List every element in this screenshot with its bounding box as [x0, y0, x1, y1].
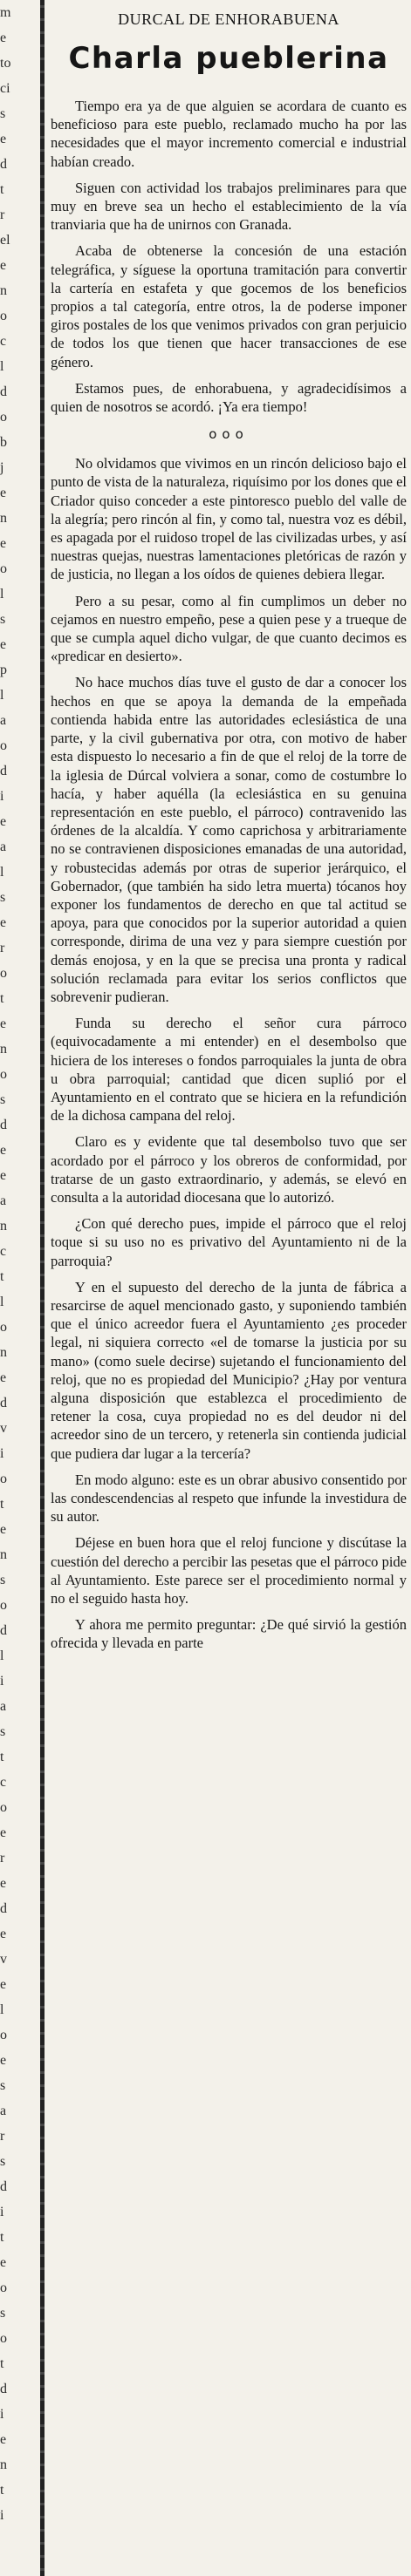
fragment-text: to	[0, 56, 11, 71]
fragment-text: s	[0, 612, 6, 627]
fragment-text: e	[0, 2053, 7, 2068]
fragment-text: i	[0, 2508, 4, 2523]
fragment-text: r	[0, 207, 5, 222]
paragraph: Estamos pues, de enhorabuena, y agradecidísimos a quien de nosotros se acordó. ¡Ya era tiempo!	[51, 379, 407, 416]
fragment-text: s	[0, 1092, 6, 1107]
fragment-text: t	[0, 1750, 4, 1764]
paragraph: Acaba de obtenerse la concesión de una estación telegráfica, y síguese la oportuna tramitación para convertir la cartería en estafeta y que gocemos de los beneficios propios a tal categoría, entre otros, la de poderse imponer giros postales de los que venimos privados con gran perjuicio de todos los que tienen que hacer transacciones de ese género.	[51, 242, 407, 370]
fragment-text: t	[0, 2230, 4, 2245]
fragment-text: l	[0, 359, 4, 374]
fragment-text: v	[0, 1421, 7, 1436]
fragment-text: o	[0, 1472, 7, 1486]
fragment-text: d	[0, 764, 7, 778]
section-ornament: ooo	[209, 426, 249, 443]
fragment-text: o	[0, 966, 7, 981]
fragment-text: o	[0, 1598, 7, 1613]
fragment-text: n	[0, 511, 7, 526]
fragment-text: o	[0, 561, 7, 576]
fragment-text: c	[0, 334, 7, 349]
fragment-text: i	[0, 2407, 4, 2422]
fragment-text: a	[0, 713, 7, 728]
paragraph: En modo alguno: este es un obrar abusivo consentido por las condescendencias al respeto que infunde la investidura de su autor.	[51, 1471, 407, 1526]
fragment-text: o	[0, 1320, 7, 1335]
fragment-text: d	[0, 1901, 7, 1916]
paragraph: Déjese en buen hora que el reloj funcione y discútase la cuestión del derecho a percibir las pesetas que el párroco pide al Ayuntamiento. Este parece ser el procedimiento normal y no el seguido hasta hoy.	[51, 1534, 407, 1607]
fragment-text: e	[0, 1143, 7, 1158]
fragment-text: i	[0, 2205, 4, 2219]
paragraph: ¿Con qué derecho pues, impide el párroco que el reloj toque si su uso no es privativo del Ayuntamiento ni de la parroquia?	[51, 1215, 407, 1269]
fragment-text: o	[0, 1800, 7, 1815]
fragment-text: t	[0, 2356, 4, 2371]
fragment-text: d	[0, 2179, 7, 2194]
fragment-text: l	[0, 1295, 4, 1309]
fragment-text: d	[0, 2382, 7, 2396]
paragraph: Funda su derecho el señor cura párroco (equivocadamente a mi entender) en el desembolso que hiciera de los intereses o fondos parroquiales la junta de obra u obra parroquial; cantidad que dicen suplió por el Ayuntamiento en el contrato que se hiciera en la refundición de la dichosa campana del reloj.	[51, 1015, 407, 1125]
fragment-text: l	[0, 1648, 4, 1663]
fragment-text: n	[0, 1219, 7, 1234]
fragment-text: e	[0, 1522, 7, 1537]
fragment-text: t	[0, 1269, 4, 1284]
fragment-text: n	[0, 2457, 7, 2472]
fragment-text: o	[0, 1067, 7, 1082]
fragment-text: i	[0, 1674, 4, 1689]
fragment-text: e	[0, 486, 7, 500]
fragment-text: l	[0, 2002, 4, 2017]
fragment-text: a	[0, 2104, 7, 2118]
fragment-text: d	[0, 1623, 7, 1638]
fragment-text: n	[0, 1345, 7, 1360]
fragment-text: c	[0, 1775, 7, 1790]
fragment-text: e	[0, 536, 7, 551]
fragment-text: b	[0, 435, 7, 450]
fragment-text: n	[0, 283, 7, 298]
article-body-part1	[51, 97, 407, 416]
fragment-text: i	[0, 1446, 4, 1461]
fragment-text: e	[0, 258, 7, 273]
fragment-text: l	[0, 587, 4, 602]
fragment-text: o	[0, 410, 7, 425]
fragment-text: o	[0, 738, 7, 753]
paragraph: Siguen con actividad los trabajos preliminares para que muy en breve sea un hecho el establecimiento de la vía tranviaria que ha de unirnos con Granada.	[51, 179, 407, 234]
fragment-text: el	[0, 233, 10, 248]
fragment-text: t	[0, 2483, 4, 2498]
column-rule	[40, 0, 45, 2576]
fragment-text: s	[0, 890, 6, 905]
fragment-text: e	[0, 814, 7, 829]
fragment-text: c	[0, 1244, 7, 1259]
fragment-text: e	[0, 1825, 7, 1840]
fragment-text: d	[0, 157, 7, 172]
fragment-text: e	[0, 637, 7, 652]
fragment-text: s	[0, 1573, 6, 1587]
fragment-text: i	[0, 789, 4, 804]
paragraph: Pero a su pesar, como al fin cumplimos un deber no cejamos en nuestro empeño, pese a quien pese y a trueque de que se cumpla aquel dicho vulgar, de que cuanto decimos es «predicar en desierto».	[51, 592, 407, 665]
paragraph: Tiempo era ya de que alguien se acordara de cuanto es beneficioso para este pueblo, reclamado mucho ha por las necesidades que el mayor incremento comercial e industrial habían creado.	[51, 98, 407, 170]
fragment-text: l	[0, 865, 4, 880]
fragment-text: a	[0, 1193, 7, 1208]
fragment-text: s	[0, 1724, 6, 1739]
fragment-text: o	[0, 2331, 7, 2346]
fragment-text: d	[0, 384, 7, 399]
paragraph: Claro es y evidente que tal desembolso tuvo que ser acordado por el párroco y los obreros de conformidad, por tratarse de un gasto extraordinario, y además, se elevó en consulta a la autoridad diocesana que lo autorizó.	[51, 1133, 407, 1206]
fragment-text: s	[0, 2078, 6, 2093]
article-body-part2	[51, 454, 407, 1652]
paragraph: Y ahora me permito preguntar: ¿De qué sirvió la gestión ofrecida y llevada en parte	[51, 1616, 407, 1652]
fragment-text: a	[0, 839, 7, 854]
fragment-text: e	[0, 2255, 7, 2270]
fragment-text: e	[0, 1927, 7, 1941]
fragment-text: o	[0, 2280, 7, 2295]
fragment-text: r	[0, 2129, 5, 2144]
adjacent-column-fragments	[0, 0, 40, 2576]
fragment-text: e	[0, 132, 7, 146]
fragment-text: o	[0, 309, 7, 323]
fragment-text: v	[0, 1952, 7, 1967]
fragment-text: e	[0, 31, 7, 45]
fragment-text: m	[0, 5, 11, 20]
fragment-text: r	[0, 941, 5, 955]
paragraph: Y en el supuesto del derecho de la junta de fábrica a resarcirse de aquel mencionado gasto, y suponiendo también que el único acreedor fuera el Ayuntamiento ¿es proceder legal, ni siquiera correcto «el de tomarse la justicia por su mano» (como suele decirse) sujetando el funcionamiento del reloj, que no es propiedad del Municipio? ¿Hay por ventura alguna disposición que establezca el procedimiento de retener la cosa, cuya propiedad no es del deudor ni del acreedor sino de un tercero, y retenerla sin contienda judicial que pudiera dar lugar a la tercería?	[51, 1278, 407, 1462]
fragment-text: e	[0, 1876, 7, 1891]
fragment-text: a	[0, 1699, 7, 1714]
fragment-text: e	[0, 915, 7, 930]
fragment-text: r	[0, 1851, 5, 1866]
fragment-text: o	[0, 2028, 7, 2042]
fragment-text: t	[0, 1497, 4, 1512]
fragment-text: j	[0, 460, 4, 475]
article-kicker: DURCAL DE ENHORABUENA	[118, 10, 339, 28]
fragment-text: e	[0, 1168, 7, 1183]
fragment-text: d	[0, 1118, 7, 1132]
fragment-text: n	[0, 1042, 7, 1057]
paragraph: No olvidamos que vivimos en un rincón delicioso bajo el punto de vista de la naturaleza, riquísimo por los dones que el Criador quiso conceder a este pintoresco pueblo del valle de la alegría; pero rincón al fin, y como tal, nuestra voz es débil, es apagada por el ruidoso tropel de las civilizadas urbes, y así nuestras quejas, nuestras lamentaciones pletóricas de razón y de justicia, no llegan a los oídos de quienes debiera llegar.	[51, 455, 407, 583]
fragment-text: t	[0, 991, 4, 1006]
fragment-text: s	[0, 2306, 6, 2321]
article	[51, 5, 407, 1661]
paragraph: No hace muchos días tuve el gusto de dar a conocer los hechos en que se apoya la demanda de la empeñada contienda habida entre las autoridades eclesiástica de una parte, y la civil gubernativa por otra, con motivo de haber esta dispuesto lo necesario a fin de que el reloj de la torre de la iglesia de Dúrcal volviera a sonar, como de costumbre lo hacía, y haber aquélla (la eclesiástica en su genuina representación en este pueblo, el párroco) contravenido las órdenes de la alcaldía. Y como caprichosa y arbitrariamente no se contravienen disposiciones emanadas de una autoridad, y robustecidas además por otras de superior jerárquico, el Gobernador, (que también ha sido letra muerta) tócanos hoy exponer los fundamentos de derecho en que tal actitud se apoya, para que conocidos por la superior autoridad a quien corresponde, dirima de una vez y para siempre cuestión por demás enojosa, y en la que se precisa una pronta y radical solución reclamada para evitar los serios conflictos que sobrevenir pudieran.	[51, 674, 407, 1005]
fragment-text: e	[0, 1016, 7, 1031]
fragment-text: d	[0, 1396, 7, 1410]
fragment-text: p	[0, 663, 7, 677]
fragment-text: ci	[0, 81, 10, 96]
fragment-text: n	[0, 1547, 7, 1562]
fragment-text: s	[0, 2154, 6, 2169]
fragment-text: t	[0, 182, 4, 197]
fragment-text: e	[0, 1977, 7, 1992]
fragment-text: e	[0, 1370, 7, 1385]
fragment-text: s	[0, 106, 6, 121]
fragment-text: l	[0, 688, 4, 703]
article-headline: Charla pueblerina	[68, 41, 389, 76]
fragment-text: e	[0, 2432, 7, 2447]
